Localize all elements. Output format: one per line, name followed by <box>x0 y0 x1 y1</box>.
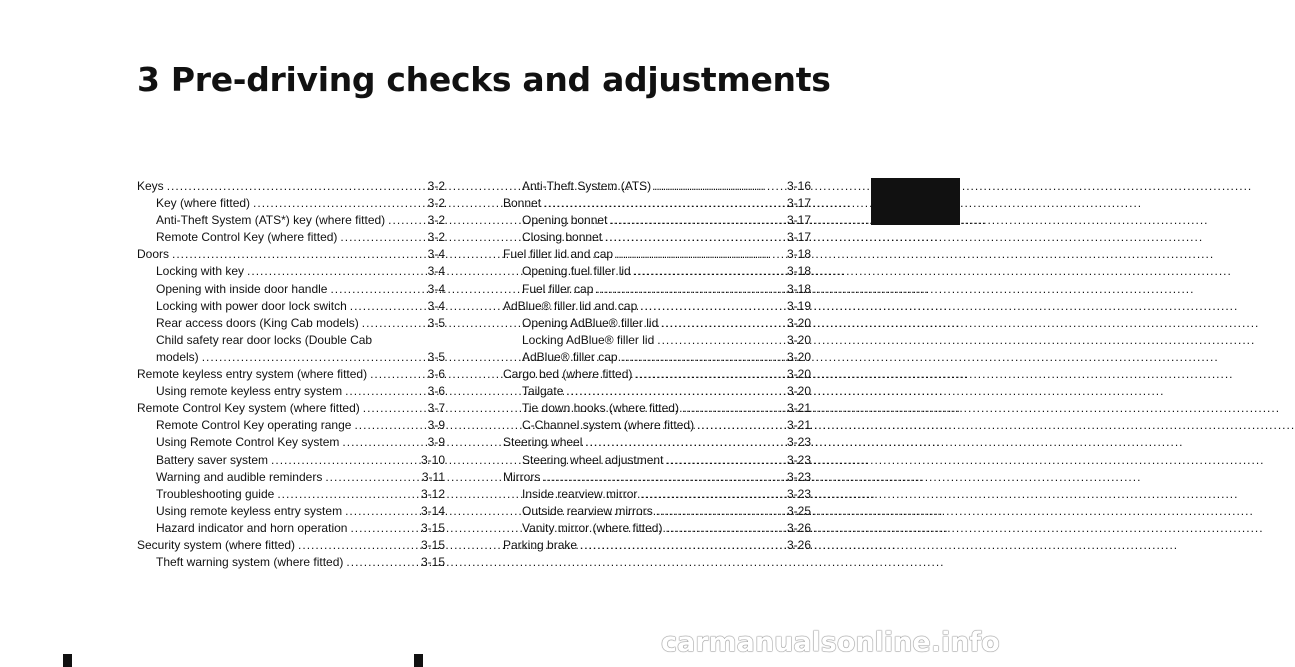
dot-leader <box>596 281 784 298</box>
watermark-text: carmanualsonline.info <box>661 627 1000 658</box>
toc-entry-title: Tie down hooks (where fitted) <box>522 401 679 416</box>
toc-entry-page: 3-23 <box>786 469 811 484</box>
toc-subentry[interactable] <box>137 229 445 246</box>
toc-entry-title: Outside rearview mirrors <box>522 503 653 518</box>
dot-leader <box>666 452 784 469</box>
dot-leader <box>342 434 424 451</box>
toc-entry-page: 3-20 <box>786 384 811 399</box>
toc-entry-title: Theft warning system (where fitted) <box>156 555 344 570</box>
dot-leader <box>345 503 418 520</box>
dot-leader <box>363 400 425 417</box>
toc-subentry[interactable] <box>137 212 445 229</box>
toc-subentry[interactable] <box>503 383 811 400</box>
toc-entry-page: 3-19 <box>786 298 811 313</box>
toc-entry-title: Fuel filler cap <box>522 281 594 296</box>
toc-entry-page: 3-4 <box>427 247 445 262</box>
toc-entry-page: 3-11 <box>421 469 445 484</box>
toc-entry-title: Parking brake <box>503 537 578 552</box>
toc-entry-page: 3-17 <box>786 213 811 228</box>
toc-entry-page: 3-2 <box>427 196 445 211</box>
toc-entry-page: 3-15 <box>420 555 445 570</box>
toc-entry-page: 3-4 <box>427 298 445 313</box>
dot-leader <box>665 520 783 537</box>
toc-entry-title: Bonnet <box>503 196 542 211</box>
toc-entry-page: 3-6 <box>427 384 445 399</box>
chapter-title: 3 Pre-driving checks and adjustments <box>137 60 831 100</box>
toc-subentry[interactable] <box>503 315 811 332</box>
toc-subentry[interactable] <box>137 434 445 451</box>
toc-entry-page: 3-14 <box>420 503 445 518</box>
toc-entry-page: 3-25 <box>786 503 811 518</box>
toc-entry-page: 3-26 <box>786 520 811 535</box>
toc-subentry[interactable] <box>137 332 445 349</box>
toc-subentry[interactable] <box>137 315 445 332</box>
toc-subentry[interactable] <box>137 554 445 571</box>
toc-subentry[interactable] <box>137 298 445 315</box>
toc-entry-title: Steering wheel adjustment <box>522 452 664 467</box>
toc-entry-title: Opening with inside door handle <box>156 281 328 296</box>
toc-entry-title: Remote Control Key (where fitted) <box>156 230 338 245</box>
toc-entry-page: 3-12 <box>420 486 445 501</box>
toc-entry-title: Remote Control Key system (where fitted) <box>137 401 360 416</box>
toc-subentry[interactable] <box>503 400 811 417</box>
toc-entry-title: Using remote keyless entry system <box>156 384 343 399</box>
toc-column-left <box>137 178 445 571</box>
toc-entry-title: Security system (where fitted) <box>137 537 296 552</box>
dot-leader <box>325 469 419 486</box>
toc-entry[interactable] <box>503 298 811 315</box>
dot-leader <box>656 503 784 520</box>
dot-leader <box>605 229 784 246</box>
toc-subentry[interactable] <box>503 332 811 349</box>
toc-entry-page: 3-26 <box>786 537 811 552</box>
toc-subentry[interactable] <box>503 281 811 298</box>
toc-entry[interactable] <box>503 537 811 554</box>
dot-leader <box>362 315 425 332</box>
toc-entry-title: Locking AdBlue® filler lid <box>522 332 655 347</box>
toc-entry-title: Mirrors <box>503 469 541 484</box>
toc-entry-title: Anti-Theft System (ATS*) key (where fitted) <box>156 213 386 228</box>
dot-leader <box>544 195 784 212</box>
dot-leader <box>657 332 784 349</box>
chapter-thumb-tab <box>871 178 960 225</box>
toc-entry-title: C-Channel system (where fitted) <box>522 418 695 433</box>
toc-entry-title: Closing bonnet <box>522 230 603 245</box>
dot-leader <box>247 263 425 280</box>
dot-leader <box>354 417 424 434</box>
toc-subentry[interactable] <box>137 263 445 280</box>
toc-entry-title: Doors <box>137 247 170 262</box>
toc-entry[interactable] <box>503 195 811 212</box>
toc-entry-page: 3-20 <box>786 349 811 364</box>
crop-mark-right <box>414 654 423 667</box>
toc-entry-title: Opening fuel filler lid <box>522 264 631 279</box>
dot-leader <box>640 298 784 315</box>
toc-entry-title: Anti-Theft System (ATS) <box>522 179 652 193</box>
toc-entry-title: Locking with power door lock switch <box>156 298 347 313</box>
toc-entry-page: 3-6 <box>427 367 445 382</box>
dot-leader <box>350 298 425 315</box>
toc-entry-title: Vanity mirror (where fitted) <box>522 520 663 535</box>
toc-entry-title: Tailgate <box>522 384 564 399</box>
dot-leader <box>697 417 784 434</box>
dot-leader <box>566 383 784 400</box>
toc-subentry[interactable] <box>137 520 445 537</box>
dot-leader <box>635 366 784 383</box>
dot-leader <box>345 383 425 400</box>
toc-subentry[interactable] <box>503 212 811 229</box>
toc-entry[interactable] <box>137 246 445 263</box>
dot-leader <box>330 281 424 298</box>
toc-entry-title: models) <box>156 349 199 364</box>
toc-entry[interactable] <box>503 246 811 263</box>
toc-subentry[interactable] <box>503 263 811 280</box>
toc-entry-title: Remote Control Key operating range <box>156 418 352 433</box>
toc-entry-title: AdBlue® filler cap <box>522 349 618 364</box>
toc-entry-page: 3-21 <box>786 401 811 416</box>
toc-entry-page: 3-18 <box>786 281 811 296</box>
toc-entry-page: 3-5 <box>427 349 445 364</box>
toc-subentry[interactable] <box>503 349 811 366</box>
toc-entry-title: Opening AdBlue® filler lid <box>522 315 659 330</box>
toc-entry-page: 3-21 <box>786 418 811 433</box>
toc-entry-title: Using Remote Control Key system <box>156 435 340 450</box>
toc-subentry[interactable] <box>137 383 445 400</box>
toc-entry-page: 3-20 <box>786 367 811 382</box>
toc-entry-page: 3-15 <box>420 520 445 535</box>
toc-column-right <box>503 178 811 554</box>
toc-entry-title: AdBlue® filler lid and cap <box>503 298 638 313</box>
toc-entry-page: 3-23 <box>786 486 811 501</box>
toc-entry-page: 3-15 <box>420 537 445 552</box>
toc-entry[interactable] <box>137 366 445 383</box>
toc-entry-title: Battery saver system <box>156 452 269 467</box>
toc-entry-page: 3-2 <box>427 230 445 245</box>
toc-subentry[interactable] <box>137 452 445 469</box>
toc-subentry[interactable] <box>137 349 445 366</box>
toc-subentry[interactable] <box>503 486 811 503</box>
toc-entry[interactable] <box>137 537 445 554</box>
crop-mark-left <box>63 654 72 667</box>
dot-leader <box>580 537 784 554</box>
toc-entry-page: 3-9 <box>427 435 445 450</box>
dot-leader <box>543 469 784 486</box>
toc-subentry[interactable] <box>503 520 811 537</box>
dot-leader <box>634 263 784 280</box>
dot-leader <box>654 178 784 195</box>
toc-subentry[interactable] <box>137 503 445 520</box>
toc-subentry[interactable] <box>503 452 811 469</box>
toc-entry[interactable] <box>137 178 445 195</box>
dot-leader <box>172 246 425 263</box>
toc-entry-page: 3-7 <box>427 401 445 416</box>
toc-entry-title: Opening bonnet <box>522 213 608 228</box>
toc-entry-page: 3-9 <box>427 418 445 433</box>
toc-subentry[interactable] <box>137 281 445 298</box>
toc-entry-page: 3-18 <box>786 247 811 262</box>
toc-entry-title: Locking with key <box>156 264 245 279</box>
dot-leader <box>616 246 784 263</box>
dot-leader <box>621 349 784 366</box>
dot-leader <box>640 486 784 503</box>
toc-entry-title: Key (where fitted) <box>156 196 251 211</box>
toc-subentry[interactable] <box>503 178 811 195</box>
toc-entry-page: 3-18 <box>786 264 811 279</box>
dot-leader <box>202 349 425 366</box>
toc-entry-title: Keys <box>137 179 164 193</box>
dot-leader <box>661 315 784 332</box>
dot-leader <box>350 520 418 537</box>
toc-subentry[interactable] <box>503 503 811 520</box>
toc-entry-title: Cargo bed (where fitted) <box>503 367 633 382</box>
toc-entry-title: Inside rearview mirror <box>522 486 638 501</box>
toc-entry-page: 3-10 <box>420 452 445 467</box>
toc-entry-page: 3-2 <box>427 213 445 228</box>
toc-entry[interactable] <box>137 400 445 417</box>
toc-subentry[interactable] <box>503 417 811 434</box>
toc-entry-page: 3-4 <box>427 281 445 296</box>
toc-entry-title: Hazard indicator and horn operation <box>156 520 348 535</box>
toc-subentry[interactable] <box>137 469 445 486</box>
toc-subentry[interactable] <box>137 486 445 503</box>
dot-leader <box>298 537 418 554</box>
dot-leader <box>682 400 784 417</box>
toc-entry-title: Using remote keyless entry system <box>156 503 343 518</box>
toc-entry-page: 3-16 <box>786 179 811 193</box>
dot-leader <box>388 212 424 229</box>
toc-entry-title: Rear access doors (King Cab models) <box>156 315 359 330</box>
dot-leader <box>277 486 418 503</box>
toc-subentry[interactable] <box>137 195 445 212</box>
toc-entry-title: Warning and audible reminders <box>156 469 323 484</box>
dot-leader <box>585 434 784 451</box>
toc-entry-title: Remote keyless entry system (where fitted) <box>137 367 368 382</box>
toc-entry-title: Troubleshooting guide <box>156 486 275 501</box>
toc-entry[interactable] <box>503 366 811 383</box>
dot-leader <box>167 178 425 195</box>
dot-leader <box>610 212 784 229</box>
toc-entry-page: 3-2 <box>427 179 445 193</box>
toc-entry-page: 3-23 <box>786 435 811 450</box>
toc-entry[interactable] <box>503 469 811 486</box>
toc-subentry[interactable] <box>503 229 811 246</box>
toc-entry-title: Fuel filler lid and cap <box>503 247 614 262</box>
toc-entry-page: 3-17 <box>786 230 811 245</box>
dot-leader <box>340 229 424 246</box>
toc-entry-page: 3-4 <box>427 264 445 279</box>
toc-entry-page: 3-17 <box>786 196 811 211</box>
toc-subentry[interactable] <box>137 417 445 434</box>
dot-leader <box>271 452 418 469</box>
toc-entry-title: Child safety rear door locks (Double Cab <box>156 332 373 347</box>
toc-entry-page: 3-20 <box>786 332 811 347</box>
toc-entry-page: 3-5 <box>427 315 445 330</box>
dot-leader <box>370 366 425 383</box>
toc-entry-title: Steering wheel <box>503 435 583 450</box>
toc-entry-page: 3-23 <box>786 452 811 467</box>
toc-entry[interactable] <box>503 434 811 451</box>
dot-leader <box>253 195 425 212</box>
toc-entry-page: 3-20 <box>786 315 811 330</box>
dot-leader <box>346 554 418 571</box>
